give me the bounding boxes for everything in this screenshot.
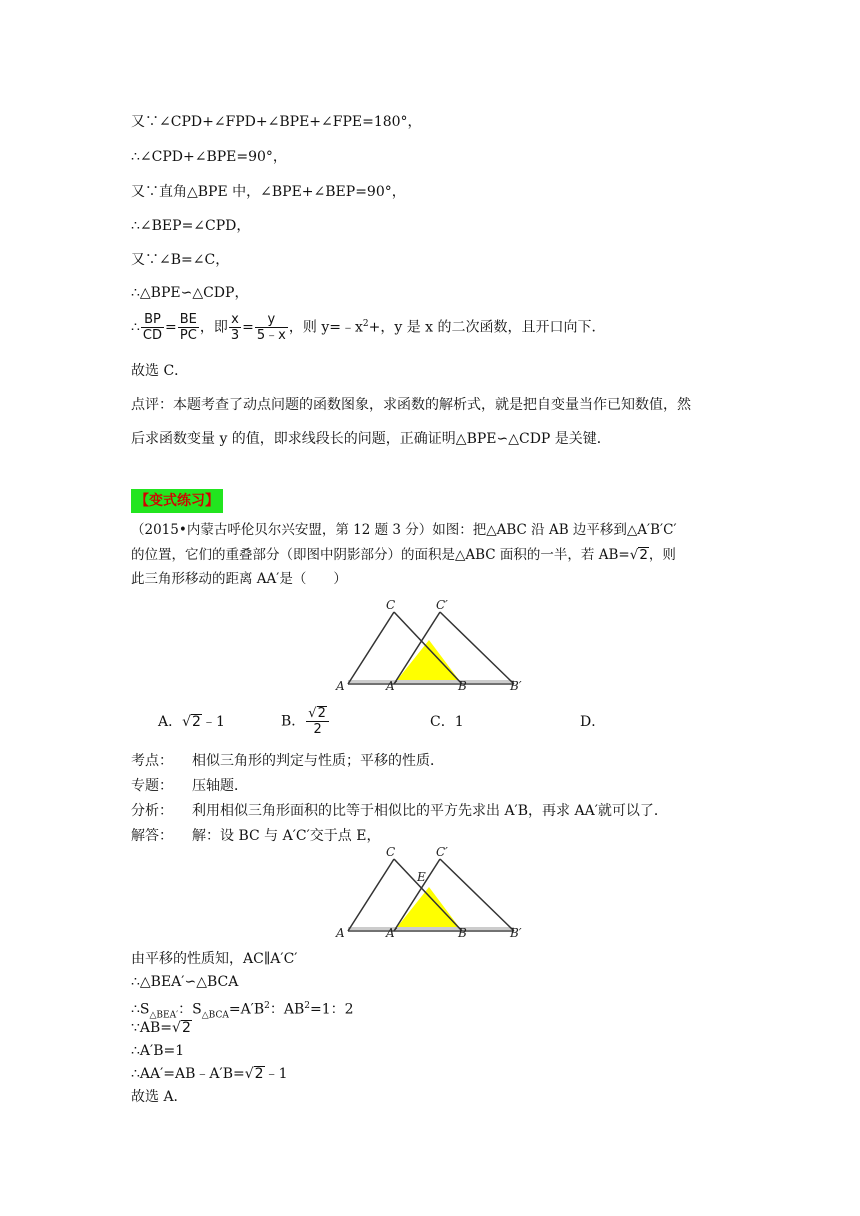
option-a[interactable]: A．√2﹣1 bbox=[158, 714, 225, 730]
fraction-x-3: $\frac{x}{3}$ bbox=[230, 312, 240, 343]
triangle-translation-figure bbox=[330, 596, 530, 694]
solution-line-6: ∴△BPE∽△CDP， bbox=[131, 285, 249, 301]
solution-line-7: ∴ $\frac{BP}{CD}$ = $\frac{BE}{PC}$ ，即 $\frac{x}{3}$ = $\frac{y}{5﹣x}$ ，则 $y=﹣x^2+$，y 是 x 的二次函数，且开口向下． bbox=[131, 312, 606, 343]
jieda-label: 解答： bbox=[131, 828, 173, 844]
jieda-text: 解：设 BC 与 A′C′交于点 E， bbox=[192, 828, 381, 844]
label-a: A bbox=[336, 679, 345, 693]
solution-line-4: ∴∠BEP=∠CPD， bbox=[131, 218, 251, 234]
label-b-prime: B′ bbox=[510, 679, 522, 693]
comment-line-1: 点评：本题考查了动点问题的函数图象，求函数的解析式，就是把自变量当作已知数值，然 bbox=[131, 397, 691, 413]
option-c[interactable]: C．1 bbox=[430, 714, 464, 730]
solution-line-1: 又∵∠CPD+∠FPD+∠BPE+∠FPE=180°， bbox=[131, 114, 422, 130]
solution-line-5: 又∵∠B=∠C， bbox=[131, 252, 230, 268]
fraction-sqrt2-2: $\frac{√2}{2}$ bbox=[306, 706, 329, 737]
sqrt-symbol: √2 bbox=[244, 1066, 264, 1082]
fraction-y-5x: $\frac{y}{5﹣x}$ bbox=[256, 312, 286, 343]
triangle-translation-figure-with-e bbox=[330, 843, 530, 941]
overlap-shaded-region bbox=[394, 887, 462, 931]
zhuanti-text: 压轴题． bbox=[192, 778, 248, 794]
sqrt-symbol: √2 bbox=[629, 547, 648, 563]
fenxi-label: 分析： bbox=[131, 803, 173, 819]
kaodian-label: 考点： bbox=[131, 753, 173, 769]
sqrt-symbol: √2 bbox=[172, 1020, 191, 1036]
option-d[interactable]: D． bbox=[580, 714, 606, 730]
overlap-shaded-region bbox=[394, 640, 462, 684]
fraction-be-pc: $\frac{BE}{PC}$ bbox=[179, 312, 197, 343]
zhuanti-label: 专题： bbox=[131, 778, 173, 794]
label-c-prime: C′ bbox=[436, 598, 448, 612]
label-e: E bbox=[417, 870, 426, 884]
comment-line-2: 后求函数变量 y 的值，即求线段长的问题，正确证明△BPE∽△CDP 是关键． bbox=[131, 431, 611, 447]
label-a-prime: A′ bbox=[386, 679, 398, 693]
label-c: C bbox=[386, 598, 396, 612]
label-c-prime: C′ bbox=[436, 845, 448, 859]
sqrt-symbol: √2 bbox=[182, 714, 201, 730]
solution-line-2: ∴∠CPD+∠BPE=90°， bbox=[131, 149, 287, 165]
label-a-prime: A′ bbox=[386, 926, 398, 940]
label-b: B bbox=[458, 926, 467, 940]
step-4: ∵AB=√2 bbox=[131, 1020, 191, 1036]
option-b[interactable]: B． $\frac{√2}{2}$ bbox=[281, 706, 330, 737]
step-3: $\therefore S_{\triangle BEA'}$：$S_{\triangle BCA}=A'B^2$：$AB^2=1$：2 bbox=[131, 1001, 354, 1021]
step-6: ∴AA′=AB﹣A′B=√2﹣1 bbox=[131, 1066, 288, 1082]
solution-line-8: 故选 C． bbox=[131, 363, 189, 379]
problem-line-1: （2015•内蒙古呼伦贝尔兴安盟，第 12 题 3 分）如图：把△ABC 沿 AB 边平移到△A′B′C′ bbox=[131, 522, 677, 538]
label-c: C bbox=[386, 845, 396, 859]
label-b-prime: B′ bbox=[510, 926, 522, 940]
fenxi-text: 利用相似三角形面积的比等于相似比的平方先求出 A′B，再求 AA′就可以了． bbox=[192, 803, 668, 819]
kaodian-text: 相似三角形的判定与性质；平移的性质． bbox=[192, 753, 444, 769]
solution-line-3: 又∵直角△BPE 中，∠BPE+∠BEP=90°， bbox=[131, 184, 406, 200]
step-5: ∴A′B=1 bbox=[131, 1043, 185, 1059]
label-b: B bbox=[458, 679, 467, 693]
step-7: 故选 A． bbox=[131, 1089, 188, 1105]
step-1: 由平移的性质知，AC∥A′C′ bbox=[131, 951, 298, 967]
section-badge: 【变式练习】 bbox=[131, 489, 223, 513]
problem-line-3: 此三角形移动的距离 AA′是（ ） bbox=[131, 571, 347, 587]
label-a: A bbox=[336, 926, 345, 940]
fraction-bp-cd: $\frac{BP}{CD}$ bbox=[142, 312, 163, 343]
step-2: ∴△BEA′∽△BCA bbox=[131, 974, 239, 990]
problem-line-2: 的位置，它们的重叠部分（即图中阴影部分）的面积是△ABC 面积的一半，若 AB=√2，则 bbox=[131, 547, 676, 563]
